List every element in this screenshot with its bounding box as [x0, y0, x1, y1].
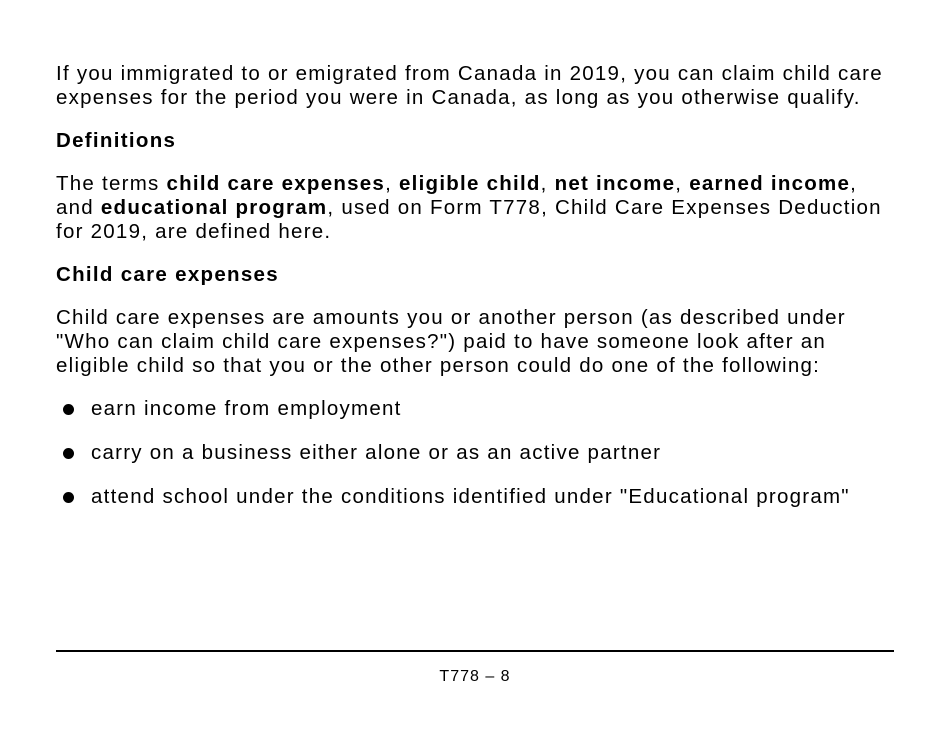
term-earned-income: earned income — [689, 172, 851, 195]
bullet-icon — [63, 448, 74, 459]
conditions-list — [56, 397, 896, 509]
separator: , — [675, 172, 690, 195]
list-item — [56, 397, 896, 421]
bullet-icon — [63, 492, 74, 503]
list-item — [56, 441, 896, 465]
child-care-expenses-paragraph: Child care expenses are amounts you or another person (as described under "Who can claim child care expenses?") paid to have someone look after an eligible child so that you or the other person could do one of the following: — [56, 306, 846, 377]
document-body — [56, 62, 896, 529]
definitions-paragraph — [56, 172, 896, 244]
term-child-care-expenses: child care expenses — [166, 172, 386, 195]
separator: , — [385, 172, 399, 195]
list-item-text: carry on a business either alone or as an active partner — [91, 441, 662, 464]
page-number: T778 – 8 — [439, 668, 511, 685]
separator: , — [540, 172, 555, 195]
definitions-text-start: The terms — [56, 172, 167, 195]
separator: , and — [56, 172, 858, 219]
definitions-heading: Definitions — [56, 129, 177, 152]
list-item — [56, 485, 896, 509]
list-item-text: attend school under the conditions identified under "Educational program" — [91, 485, 850, 508]
intro-paragraph: If you immigrated to or emigrated from Canada in 2019, you can claim child care expenses for the period you were in Canada, as long as you otherwise qualify. — [56, 62, 883, 109]
footer-divider — [56, 650, 894, 652]
list-item-text: earn income from employment — [91, 397, 402, 420]
bullet-icon — [63, 404, 74, 415]
definitions-text-end: , used on Form T778, Child Care Expenses Deduction for 2019, are defined here. — [56, 196, 882, 243]
child-care-expenses-heading: Child care expenses — [56, 263, 279, 286]
term-eligible-child: eligible child — [399, 172, 541, 195]
term-educational-program: educational program — [100, 196, 328, 219]
term-net-income: net income — [554, 172, 676, 195]
